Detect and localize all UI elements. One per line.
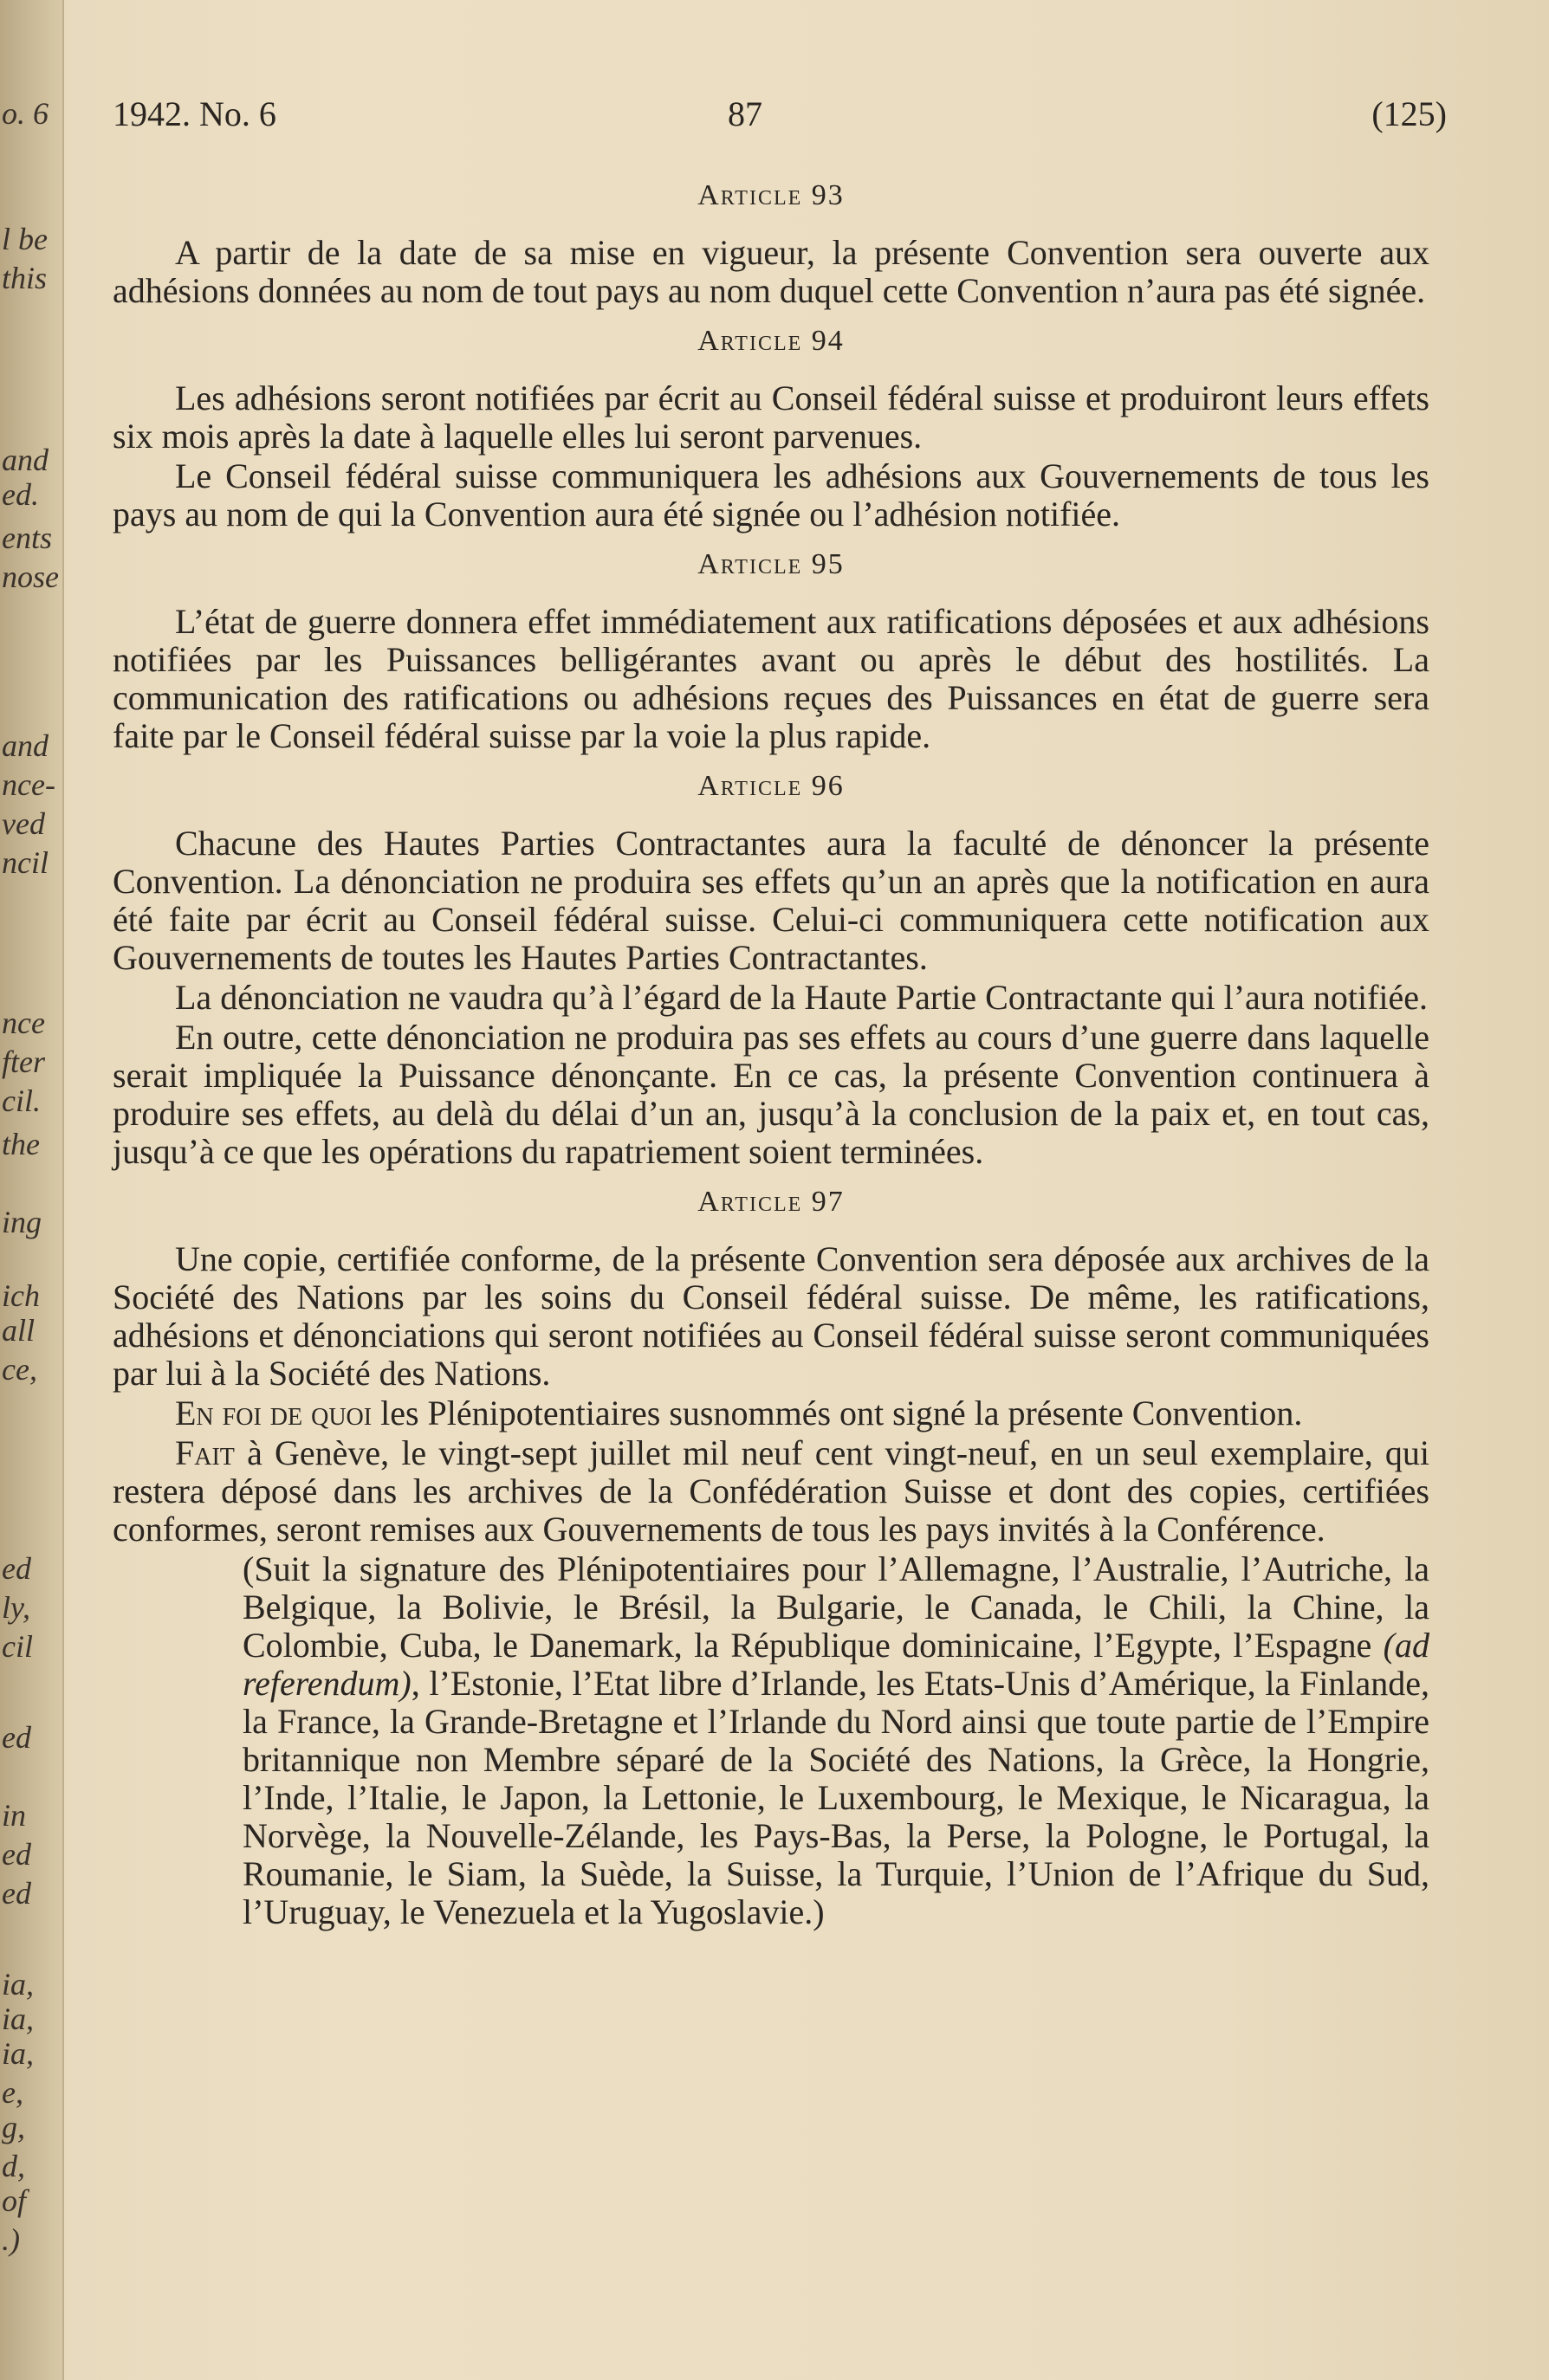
adjacent-page-fragment: in	[2, 1798, 27, 1833]
paragraph: L’état de guerre donnera effet immédiatement aux ratifications déposées et aux adhésions notifiées par les Puissances belligérantes avant ou après le début des hostilités. La communication des ratifications ou adhésions reçues des Puissances en état de guerre sera faite par le Conseil fédéral suisse par la voie la plus rapide.	[113, 602, 1429, 755]
adjacent-page-fragment: ia,	[2, 1967, 35, 2002]
adjacent-page-fragment: ncil	[2, 845, 49, 880]
left-page-margin	[0, 0, 64, 2380]
adjacent-page-fragment: nce-	[2, 767, 55, 802]
paragraph: Chacune des Hautes Parties Contractantes aura la faculté de dénoncer la présente Convention. La dénonciation ne produira ses effets qu’un an après que la notification en aura été faite par écrit au Conseil fédéral suisse. Celui-ci communiquera cette notification aux Gouvernements de toutes les Hautes Parties Contractantes.	[113, 824, 1429, 977]
adjacent-page-fragment: ed	[2, 1551, 31, 1586]
adjacent-page-fragment: e,	[2, 2075, 23, 2110]
paragraph: Les adhésions seront notifiées par écrit au Conseil fédéral suisse et produiront leurs effets six mois après la date à laquelle elles lui seront parvenues.	[113, 378, 1429, 456]
adjacent-page-fragment: and	[2, 728, 49, 763]
adjacent-page-fragment: nose	[2, 559, 59, 594]
article-heading: Article 93	[697, 179, 845, 211]
adjacent-page-fragment: o. 6	[2, 96, 49, 131]
paragraph: Le Conseil fédéral suisse communiquera les adhésions aux Gouvernements de tous les pays au nom de qui la Convention aura été signée ou l’adhésion notifiée.	[113, 456, 1429, 534]
adjacent-page-fragment: ed	[2, 1837, 31, 1872]
adjacent-page-fragment: this	[2, 261, 48, 295]
adjacent-page-fragment: ed	[2, 1720, 31, 1755]
bracketed-page-number: (125)	[1371, 94, 1447, 133]
article-96	[113, 767, 1429, 1171]
adjacent-page-fragment: of	[2, 2183, 27, 2218]
adjacent-page-fragment: the	[2, 1127, 40, 1161]
article-94	[113, 322, 1429, 534]
article-95	[113, 546, 1429, 755]
paragraph-text: , l’Estonie, l’Etat libre d’Irlande, les Etats-Unis d’Amérique, la Finlande, la France, la Grande-Bretagne et l’Irlande du Nord ainsi que toute partie de l’Empire britannique non Membre séparé de la Société des Nations, la Grèce, la Hongrie, l’Inde, l’Italie, le Japon, la Lettonie, le Luxembourg, le Mexique, le Nicaragua, la Norvège, la Nouvelle-Zélande, les Pays-Bas, la Perse, la Pologne, le Portugal, la Roumanie, le Siam, la Suède, la Suisse, la Turquie, l’Union de l’Afrique du Sud, l’Uruguay, le Venezuela et la Yugoslavie.)	[243, 1664, 1429, 1931]
signatories-paragraph	[243, 1550, 1429, 1931]
page-header	[113, 85, 1447, 137]
article-heading: Article 97	[697, 1186, 845, 1218]
page-body	[113, 165, 1429, 1931]
small-caps-lead: Fait	[175, 1433, 235, 1472]
adjacent-page-fragment: ce,	[2, 1352, 37, 1387]
adjacent-page-fragment: l be	[2, 222, 48, 256]
adjacent-page-fragment: all	[2, 1313, 36, 1348]
adjacent-page-fragment: and	[2, 443, 49, 477]
fait-paragraph	[113, 1434, 1429, 1549]
paragraph: A partir de la date de sa mise en vigueur, la présente Convention sera ouverte aux adhésions données au nom de tout pays au nom duquel cette Convention n’aura pas été signée.	[113, 233, 1429, 310]
article-heading: Article 95	[697, 548, 845, 580]
italic-text: (ad referendum)	[243, 1626, 1429, 1703]
small-caps-lead: En foi de quoi	[175, 1394, 373, 1433]
article-heading: Article 96	[697, 770, 845, 802]
article-heading: Article 94	[697, 325, 845, 357]
adjacent-page-fragment: cil.	[2, 1083, 41, 1118]
adjacent-page-fragment: d,	[2, 2149, 25, 2183]
adjacent-page-fragment: ing	[2, 1205, 42, 1239]
paragraph-text: les Plénipotentiaires susnommés ont signé la présente Convention.	[372, 1394, 1303, 1433]
adjacent-page-fragment: fter	[2, 1044, 45, 1079]
adjacent-page-fragment: ed.	[2, 477, 39, 512]
paragraph-text: à Genève, le vingt-sept juillet mil neuf cent vingt-neuf, en un seul exemplaire, qui restera déposé dans les archives de la Confédération Suisse et dont des copies, certifiées conformes, seront remises aux Gouvernements de tous les pays invités à la Conférence.	[113, 1433, 1429, 1549]
page-number: 87	[728, 94, 762, 133]
adjacent-page-fragment: .)	[2, 2222, 20, 2257]
adjacent-page-fragment: g,	[2, 2110, 25, 2144]
adjacent-page-fragment: ed	[2, 1876, 31, 1911]
paragraph: La dénonciation ne vaudra qu’à l’égard de la Haute Partie Contractante qui l’aura notifiée.	[175, 978, 1429, 1017]
adjacent-page-fragment: ich	[2, 1278, 40, 1313]
paragraph: En outre, cette dénonciation ne produira pas ses effets au cours d’une guerre dans laquelle serait impliquée la Puissance dénonçante. En ce cas, la présente Convention continuera à produire ses effets, au delà du délai d’un an, jusqu’à la conclusion de la paix et, en tout cas, jusqu’à ce que les opérations du rapatriement soient terminées.	[113, 1018, 1429, 1171]
adjacent-page-fragment: ents	[2, 521, 52, 555]
document-reference: 1942. No. 6	[113, 94, 276, 133]
adjacent-page-fragment: ly,	[2, 1590, 30, 1625]
adjacent-page-fragment: ia,	[2, 2002, 35, 2036]
adjacent-page-fragment: cil	[2, 1629, 33, 1664]
paragraph: Une copie, certifiée conforme, de la présente Convention sera déposée aux archives de la Société des Nations par les soins du Conseil fédéral suisse. De même, les ratifications, adhésions et dénonciations qui seront notifiées au Conseil fédéral suisse seront communiquées par lui à la Société des Nations.	[113, 1239, 1429, 1393]
article-97	[113, 1183, 1429, 1931]
adjacent-page-fragment: ved	[2, 806, 45, 841]
adjacent-page-fragment: ia,	[2, 2036, 35, 2071]
adjacent-page-fragment: nce	[2, 1006, 45, 1040]
en-foi-de-quoi-paragraph	[113, 1394, 1429, 1433]
paragraph-text: (Suit la signature des Plénipotentiaires pour l’Allemagne, l’Australie, l’Autriche, la Belgique, la Bolivie, le Brésil, la Bulgarie, le Canada, le Chili, la Chine, la Colombie, Cuba, le Danemark, la République dominicaine, l’Egypte, l’Espagne	[243, 1549, 1429, 1665]
article-93	[113, 177, 1429, 310]
